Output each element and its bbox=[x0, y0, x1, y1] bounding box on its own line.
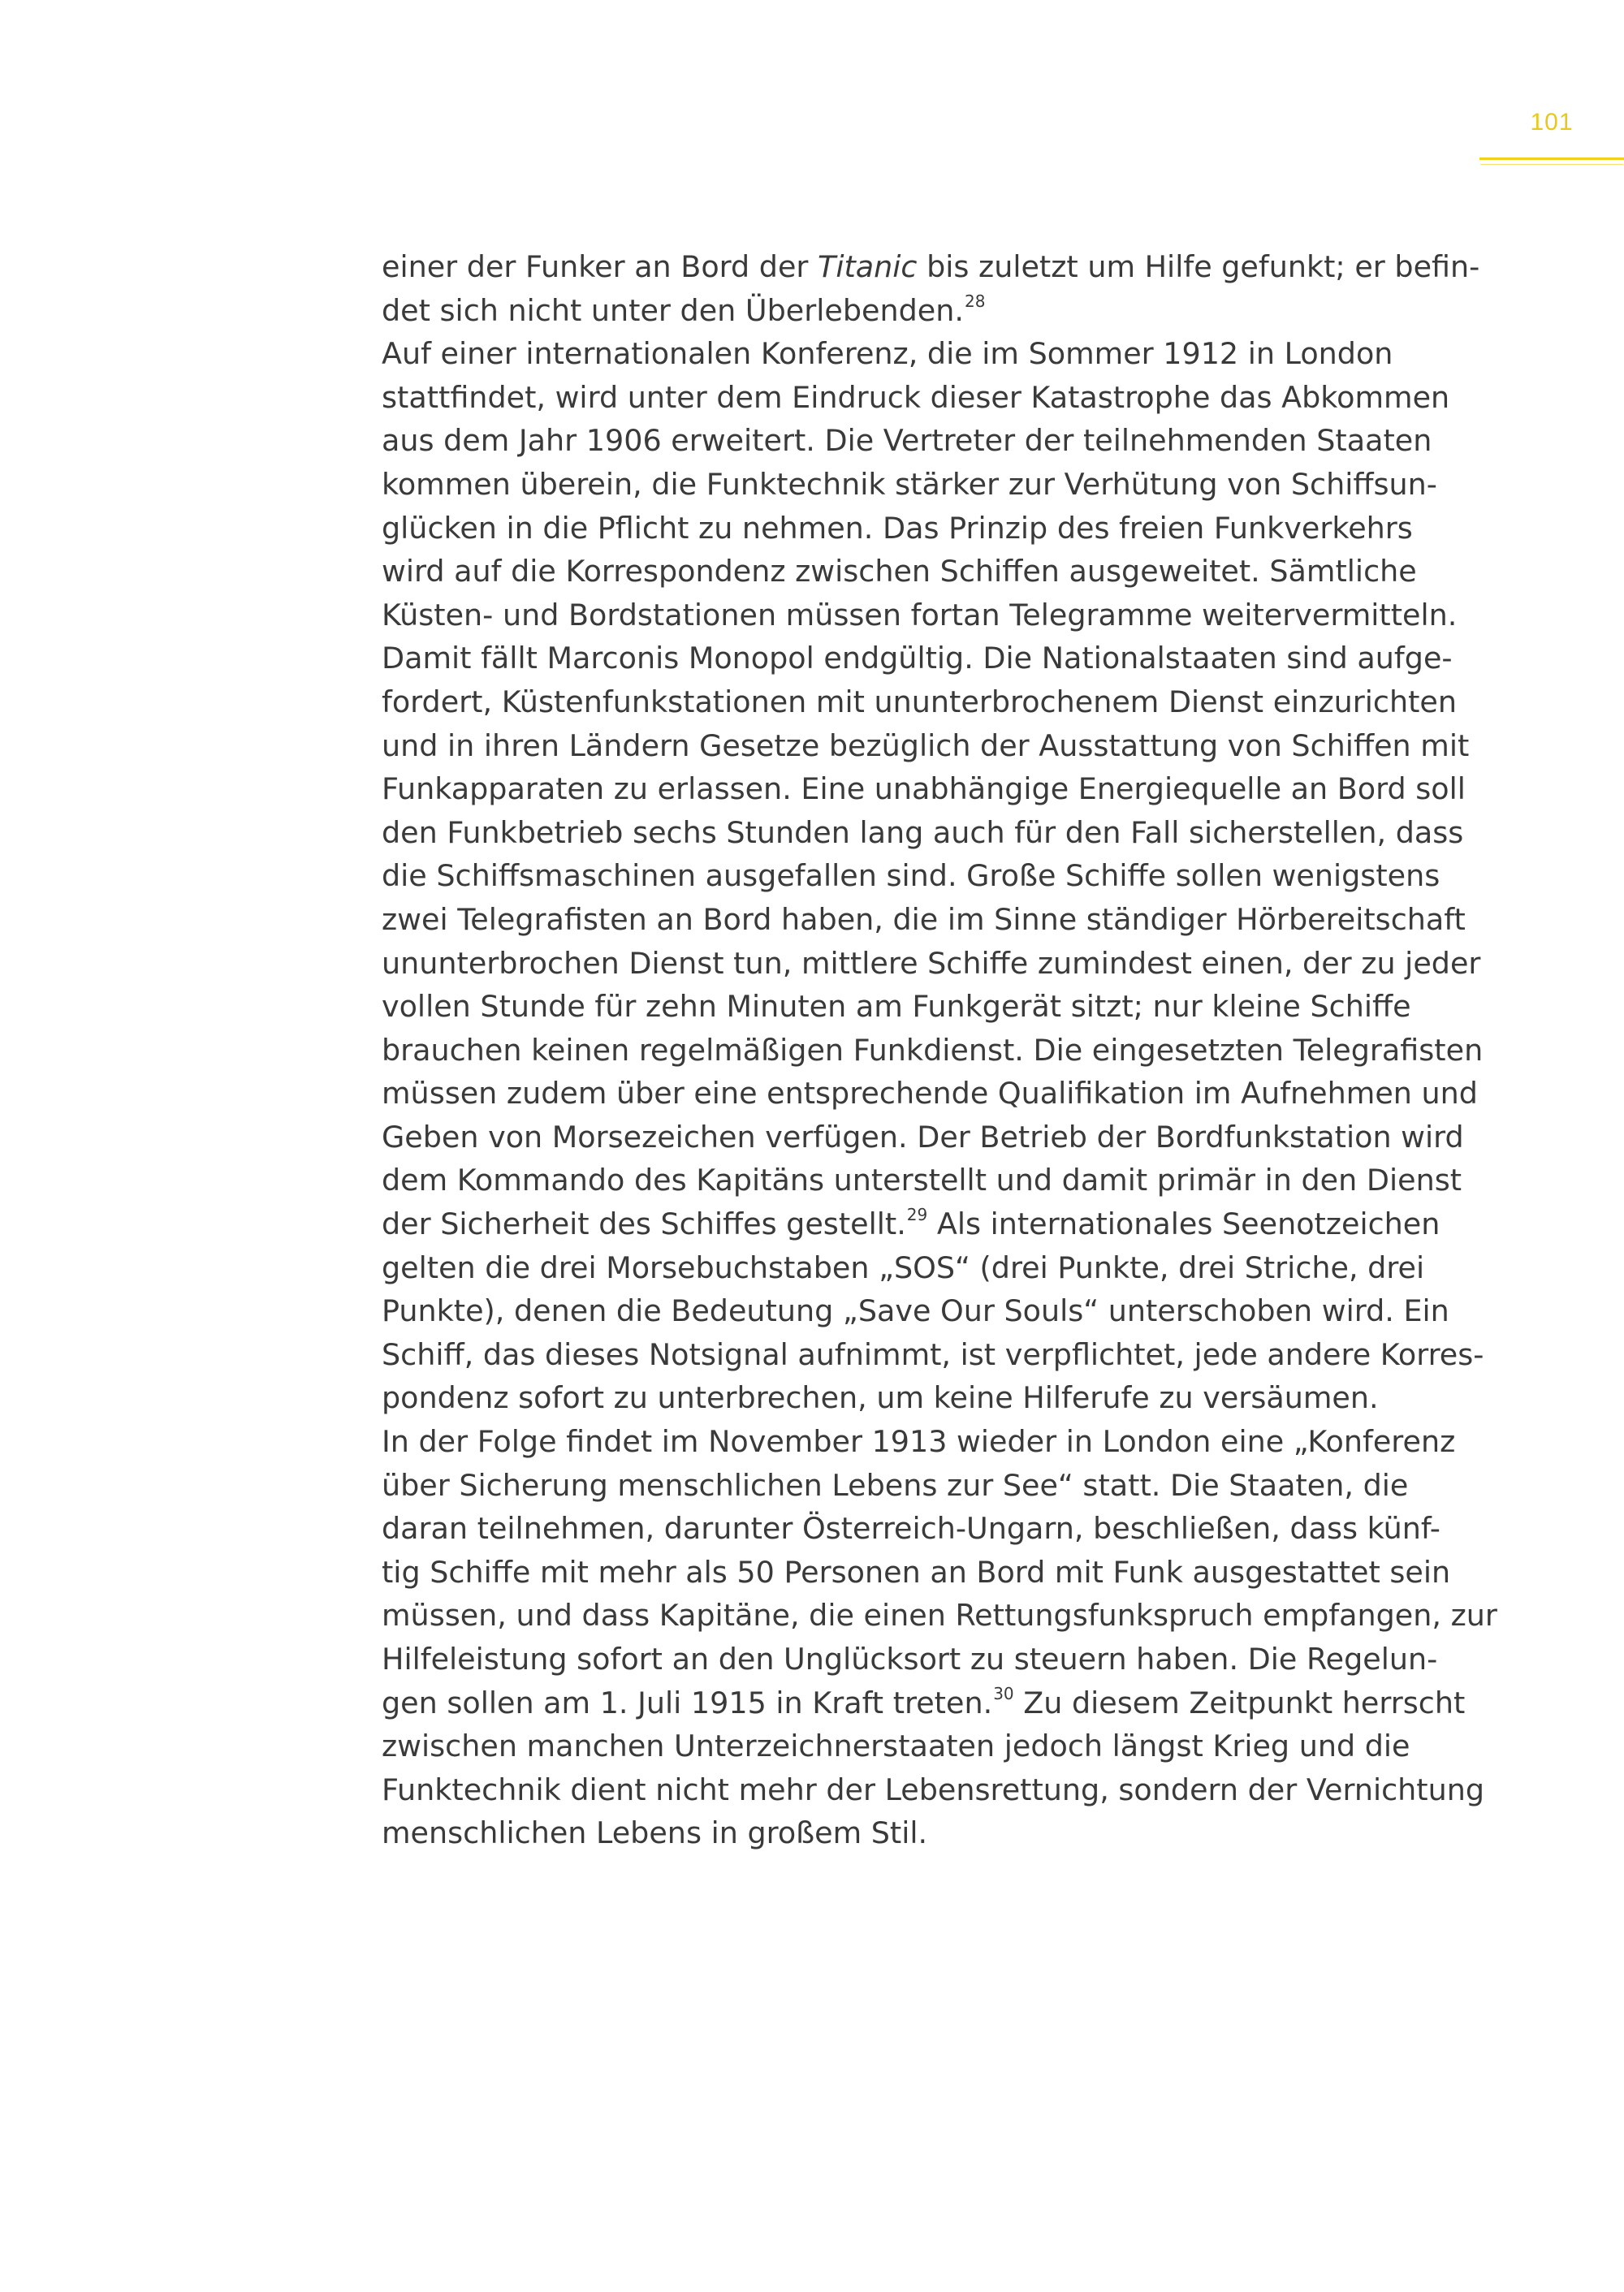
text-run: vollen Stunde für zehn Minuten am Funkgerät sitzt; nur kleine Schiffe bbox=[382, 989, 1411, 1025]
text-run: Punkte), denen die Bedeutung „Save Our Souls“ unterschoben wird. Ein bbox=[382, 1293, 1449, 1329]
text-run: glücken in die Pflicht zu nehmen. Das Prinzip des freien Funkverkehrs bbox=[382, 510, 1413, 546]
text-line bbox=[382, 289, 1453, 333]
text-run: Hilfeleistung sofort an den Unglücksort zu steuern haben. Die Regelun- bbox=[382, 1642, 1438, 1677]
text-run: kommen überein, die Funktechnik stärker zur Verhütung von Schiffsun- bbox=[382, 466, 1437, 502]
text-run: daran teilnehmen, darunter Österreich-Ungarn, beschließen, dass künf- bbox=[382, 1511, 1440, 1547]
text-run: Funkapparaten zu erlassen. Eine unabhängige Energiequelle an Bord soll bbox=[382, 771, 1466, 807]
text-line bbox=[382, 985, 1453, 1029]
text-line bbox=[382, 1638, 1453, 1681]
text-run: über Sicherung menschlichen Lebens zur See“ statt. Die Staaten, die bbox=[382, 1467, 1409, 1503]
text-line bbox=[382, 1768, 1485, 1812]
text-run: Damit fällt Marconis Monopol endgültig. Die Nationalstaaten sind aufge- bbox=[382, 641, 1453, 676]
footnote-marker: 28 bbox=[964, 291, 986, 311]
text-line bbox=[382, 507, 1453, 550]
text-line bbox=[382, 1072, 1478, 1116]
text-line bbox=[382, 811, 1464, 855]
text-run: zwischen manchen Unterzeichnerstaaten jedoch längst Krieg und die bbox=[382, 1729, 1410, 1764]
text-run: die Schiffsmaschinen ausgefallen sind. Große Schiffe sollen wenigstens bbox=[382, 858, 1440, 894]
text-line bbox=[382, 1420, 1456, 1464]
text-run: In der Folge findet im November 1913 wieder in London eine „Konferenz bbox=[382, 1424, 1456, 1460]
text-run: und in ihren Ländern Gesetze bezüglich der Ausstattung von Schiffen mit bbox=[382, 727, 1470, 763]
text-line bbox=[382, 637, 1453, 680]
text-run: stattfindet, wird unter dem Eindruck dieser Katastrophe das Abkommen bbox=[382, 379, 1450, 415]
text-run: zwei Telegrafisten an Bord haben, die im Sinne ständiger Hörbereitschaft bbox=[382, 901, 1466, 937]
text-line bbox=[382, 245, 1480, 289]
text-line bbox=[382, 767, 1466, 811]
text-run: einer der Funker an Bord der bbox=[382, 249, 818, 284]
text-run: gelten die drei Morsebuchstaben „SOS“ (drei Punkte, drei Striche, drei bbox=[382, 1250, 1425, 1285]
text-run: Funktechnik dient nicht mehr der Lebensrettung, sondern der Vernichtung bbox=[382, 1772, 1485, 1807]
text-line bbox=[382, 1464, 1453, 1508]
text-line bbox=[382, 898, 1466, 942]
text-run: menschlichen Lebens in großem Stil. bbox=[382, 1815, 928, 1851]
text-line bbox=[382, 1811, 1453, 1855]
text-run: brauchen keinen regelmäßigen Funkdienst. Die eingesetzten Telegrafisten bbox=[382, 1032, 1484, 1068]
text-line bbox=[382, 332, 1453, 376]
text-run: fordert, Küstenfunkstationen mit ununterbrochenem Dienst einzurichten bbox=[382, 684, 1457, 719]
text-line bbox=[382, 419, 1453, 463]
text-line bbox=[382, 680, 1457, 724]
italic-title: Titanic bbox=[818, 249, 918, 284]
text-line bbox=[382, 1202, 1453, 1246]
text-line bbox=[382, 1594, 1497, 1638]
text-run: dem Kommando des Kapitäns unterstellt und damit primär in den Dienst bbox=[382, 1163, 1462, 1198]
text-run: aus dem Jahr 1906 erweitert. Die Vertreter der teilnehmenden Staaten bbox=[382, 423, 1432, 459]
text-line bbox=[382, 594, 1458, 637]
text-run: Schiff, das dieses Notsignal aufnimmt, ist verpflichtet, jede andere Korres- bbox=[382, 1336, 1484, 1372]
text-run: Zu diesem Zeitpunkt herrscht bbox=[1013, 1685, 1466, 1720]
text-run: Küsten- und Bordstationen müssen fortan Telegramme weitervermitteln. bbox=[382, 597, 1458, 632]
text-line bbox=[382, 1159, 1462, 1202]
text-line bbox=[382, 463, 1453, 507]
text-line bbox=[382, 1376, 1453, 1420]
text-run: müssen zudem über eine entsprechende Qualifikation im Aufnehmen und bbox=[382, 1076, 1478, 1111]
text-line bbox=[382, 942, 1481, 986]
text-run: den Funkbetrieb sechs Stunden lang auch für den Fall sicherstellen, dass bbox=[382, 814, 1464, 850]
text-run: gen sollen am 1. Juli 1915 in Kraft treten. bbox=[382, 1685, 993, 1720]
footnote-marker: 29 bbox=[906, 1205, 928, 1225]
text-run: Auf einer internationalen Konferenz, die im Sommer 1912 in London bbox=[382, 336, 1393, 372]
body-text bbox=[382, 245, 1497, 1855]
text-run: pondenz sofort zu unterbrechen, um keine Hilferufe zu versäumen. bbox=[382, 1380, 1379, 1416]
text-run: wird auf die Korrespondenz zwischen Schiffen ausgeweitet. Sämtliche bbox=[382, 554, 1417, 589]
footnote-marker: 30 bbox=[993, 1683, 1014, 1703]
text-run: det sich nicht unter den Überlebenden. bbox=[382, 292, 964, 328]
text-line bbox=[382, 1029, 1484, 1073]
text-line bbox=[382, 1724, 1453, 1768]
text-run: müssen, und dass Kapitäne, die einen Rettungsfunkspruch empfangen, zur bbox=[382, 1598, 1497, 1634]
text-line bbox=[382, 1507, 1453, 1551]
text-line bbox=[382, 1551, 1453, 1595]
text-line bbox=[382, 1116, 1464, 1159]
text-line bbox=[382, 1333, 1484, 1377]
text-run: bis zuletzt um Hilfe gefunkt; er befin- bbox=[917, 249, 1480, 284]
text-line bbox=[382, 550, 1453, 594]
text-run: ununterbrochen Dienst tun, mittlere Schiffe zumindest einen, der zu jeder bbox=[382, 945, 1481, 981]
page-number-rule bbox=[1479, 158, 1624, 160]
text-line bbox=[382, 1289, 1453, 1333]
text-run: Als internationales Seenotzeichen bbox=[927, 1206, 1440, 1242]
text-line bbox=[382, 1681, 1466, 1725]
text-line bbox=[382, 854, 1453, 898]
text-line bbox=[382, 376, 1453, 420]
text-line bbox=[382, 1246, 1453, 1290]
text-run: tig Schiffe mit mehr als 50 Personen an Bord mit Funk ausgestattet sein bbox=[382, 1554, 1451, 1590]
page-number: 101 bbox=[1530, 109, 1574, 136]
text-run: der Sicherheit des Schiffes gestellt. bbox=[382, 1206, 906, 1242]
text-run: Geben von Morsezeichen verfügen. Der Betrieb der Bordfunkstation wird bbox=[382, 1119, 1464, 1155]
text-line bbox=[382, 724, 1470, 768]
